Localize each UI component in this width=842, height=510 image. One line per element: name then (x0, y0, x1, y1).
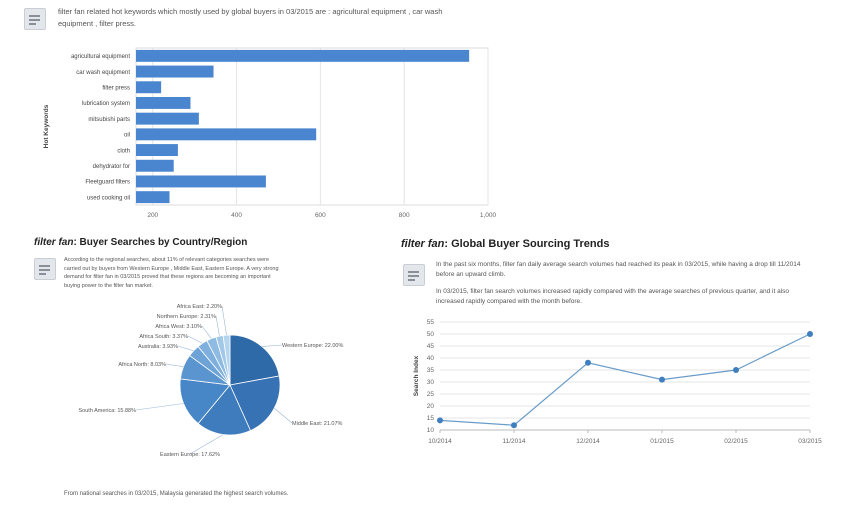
trend-point (437, 417, 443, 423)
pie-label: Africa South: 3.37% (139, 334, 188, 340)
pie-leader-line (136, 403, 184, 410)
pie-leader-line (202, 326, 211, 339)
x-tick-label: 03/2015 (798, 438, 822, 445)
pie-label: Eastern Europe: 17.62% (160, 452, 220, 458)
pie-label: Australia: 3.93% (137, 344, 178, 350)
bar (136, 144, 178, 156)
pie-label: Middle East: 21.07% (292, 421, 343, 427)
y-tick-label: 40 (426, 355, 434, 363)
pie-label: Western Europe: 22.00% (282, 343, 344, 349)
trend-point (511, 422, 517, 428)
bar (136, 97, 190, 109)
category-label: filter press (102, 85, 130, 92)
trend-point (585, 360, 591, 366)
bar (136, 128, 316, 140)
pie-leader-line (166, 364, 183, 367)
x-tick-label: 800 (398, 212, 410, 219)
bar (136, 191, 170, 203)
pie-leader-line (216, 316, 219, 336)
y-tick-label: 45 (426, 343, 434, 351)
buyer-title-text: : Buyer Searches by Country/Region (73, 237, 248, 248)
trend-line (440, 334, 810, 425)
category-label: agricultural equipment (70, 54, 130, 61)
bar (136, 113, 199, 125)
y-tick-label: 55 (426, 319, 434, 327)
bar (136, 160, 174, 172)
x-tick-label: 10/2014 (428, 438, 452, 445)
keyword-summary: filter fan related hot keywords which mostly used by global buyers in 03/2015 are : agricultural equipment , car wash equipment , filter press. (58, 7, 443, 28)
bar (136, 50, 469, 62)
x-tick-label: 12/2014 (576, 438, 600, 445)
pie-leader-line (178, 346, 194, 351)
y-tick-label: 20 (426, 403, 434, 411)
category-label: mitsubishi parts (88, 116, 130, 123)
y-tick-label: 25 (426, 391, 434, 399)
sourcing-trends-line-chart (400, 312, 830, 452)
pie-label: Northern Europe: 2.31% (156, 314, 216, 320)
x-tick-label: 11/2014 (502, 438, 526, 445)
trend-point (659, 377, 665, 383)
category-label: oil (123, 132, 130, 139)
pie-label: Africa East: 2.20% (176, 304, 222, 310)
buyer-searches-pie-chart (60, 295, 380, 465)
pie-leader-line (274, 408, 292, 423)
category-label: Fleetguard filters (85, 179, 130, 186)
buyer-searches-title (34, 237, 247, 248)
pie-label: Africa West: 3.10% (155, 324, 202, 330)
x-tick-label: 01/2015 (650, 438, 674, 445)
y-tick-label: 10 (426, 427, 434, 435)
category-label: lubrication system (81, 101, 130, 108)
pie-leader-line (222, 306, 227, 335)
trend-paragraph-2: In 03/2015, filter fan search volumes increased rapidly compared with the average searches of previous quarter, and it also increased rapidly compared with the month before. (436, 288, 790, 305)
x-tick-label: 400 (231, 212, 243, 219)
bar (136, 175, 266, 187)
pie-label: South America: 15.88% (78, 408, 136, 414)
pie-label: Africa North: 8.03% (118, 362, 166, 368)
hot-keywords-bar-chart (0, 40, 500, 225)
note-icon (34, 258, 56, 280)
category-label: car wash equipment (76, 69, 130, 76)
buyer-searches-footer: From national searches in 03/2015, Malaysia generated the highest search volumes. (64, 491, 289, 497)
x-tick-label: 600 (314, 212, 326, 219)
sourcing-trends-title (401, 238, 609, 250)
y-tick-label: 35 (426, 367, 434, 375)
trend-title-product: filter fan (401, 238, 445, 250)
bar (136, 81, 161, 93)
trend-title-text: : Global Buyer Sourcing Trends (444, 238, 610, 250)
y-tick-label: 15 (426, 415, 434, 423)
category-label: used cooking oil (86, 195, 130, 202)
y-axis-label: Search Index (413, 355, 420, 397)
note-icon (24, 8, 46, 30)
trend-paragraph-1: In the past six months, filter fan daily average search volumes had reached its peak in 03/2015, while having a drop till 11/2014 before an upward climb. (436, 261, 801, 278)
category-label: cloth (117, 148, 130, 155)
y-tick-label: 50 (426, 331, 434, 339)
x-tick-label: 200 (147, 212, 159, 219)
trend-point (807, 331, 813, 337)
bar (136, 66, 214, 78)
x-tick-label: 02/2015 (724, 438, 748, 445)
trend-point (733, 367, 739, 373)
y-axis-label: Hot Keywords (43, 104, 50, 149)
note-icon (403, 264, 425, 286)
buyer-searches-paragraph: According to the regional searches, about 11% of relevant categories searches were carried out by buyers from Western Europe , Middle East, Eastern Europe. A very strong demand for filter fan in 03/2015 proved that these regions are becoming an important buying power to the filter fan market. (64, 257, 279, 289)
buyer-title-product: filter fan (34, 237, 74, 248)
y-tick-label: 30 (426, 379, 434, 387)
pie-leader-line (262, 345, 282, 347)
pie-leader-line (188, 336, 202, 343)
category-label: dehydrator for (92, 163, 130, 170)
x-tick-label: 1,000 (479, 212, 497, 219)
